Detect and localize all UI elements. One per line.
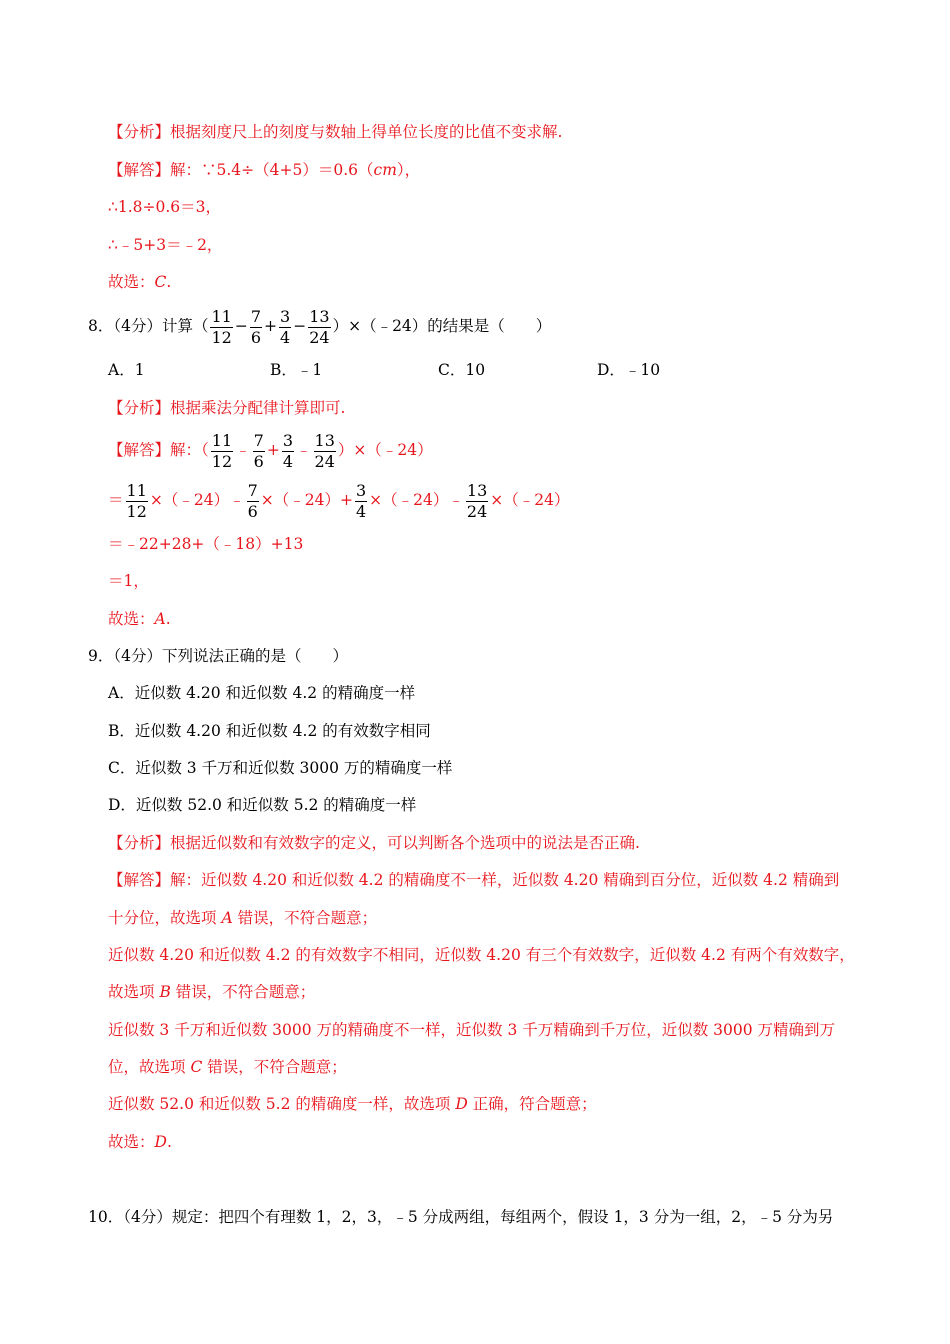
q9-choice (108, 1131, 172, 1153)
denominator: 4 (282, 451, 294, 471)
operator: + (264, 317, 278, 335)
answer-text: 近似数 52.0 和近似数 5.2 的精确度一样，故选项 (108, 1095, 456, 1113)
q7-analysis (108, 121, 562, 143)
q8-option-c: C．10 (438, 361, 486, 379)
answer-text: 错误，不符合题意； (232, 909, 378, 927)
unit-cm: cm (373, 161, 397, 179)
denominator: 24 (309, 327, 330, 347)
question-number: 8．（4分）计算（ (88, 317, 209, 335)
q8-option-d: D．﹣10 (597, 361, 661, 379)
answer-text: 位，故选项 (108, 1058, 191, 1076)
answer-prefix: 解：（ (170, 441, 209, 459)
term-text: ×（﹣24）﹣ (369, 491, 464, 509)
fraction-7-6 (253, 430, 265, 471)
operator: ﹣ (296, 441, 312, 459)
answer-text: 十分位，故选项 (108, 909, 222, 927)
denominator: 24 (314, 451, 335, 471)
numerator: 11 (211, 430, 233, 450)
answer-text: 故选项 (108, 983, 160, 1001)
numerator: 7 (253, 430, 264, 450)
q8-analysis (108, 397, 345, 419)
option-letter: A (221, 909, 233, 927)
fraction-13-24 (314, 430, 336, 471)
q8-stem (88, 304, 551, 348)
answer-text: 解：近似数 4.20 和近似数 4.2 的精确度不一样，近似数 4.20 精确到百分位，近似数 4.2 精确到 (170, 871, 840, 889)
q9-answer-line-7 (108, 1093, 597, 1115)
operator: ﹣ (235, 441, 251, 459)
q9-answer-line-4 (108, 981, 315, 1003)
q9-answer-line-3: 近似数 4.20 和近似数 4.2 的有效数字不相同，近似数 4.20 有三个有效数字，近似数 4.2 有两个有效数字， (108, 946, 855, 964)
q8-answer-line-1 (108, 428, 433, 472)
choice-letter: A (154, 610, 166, 628)
answer-text: 错误，不符合题意； (202, 1058, 347, 1076)
denominator: 12 (211, 327, 232, 347)
numerator: 3 (280, 306, 291, 326)
fraction-11-12 (126, 480, 148, 521)
analysis-text: 根据刻度尺上的刻度与数轴上得单位长度的比值不变求解. (170, 123, 563, 141)
choice-end: . (165, 610, 171, 628)
choice-prefix: 故选： (108, 610, 155, 628)
analysis-text: 根据乘法分配律计算即可. (170, 399, 346, 417)
fraction-3-4 (282, 430, 294, 471)
choice-end: . (166, 1133, 172, 1151)
term-text: ×（﹣24）+ (260, 491, 353, 509)
numerator: 13 (314, 430, 335, 450)
fraction-3-4 (355, 480, 367, 521)
denominator: 12 (126, 501, 147, 521)
operator: − (234, 317, 248, 335)
fraction-11-12 (210, 306, 232, 347)
analysis-text: 根据近似数和有效数字的定义，可以判断各个选项中的说法是否正确. (170, 834, 640, 852)
q9-answer-line-2 (108, 907, 377, 929)
fraction-13-24 (466, 480, 488, 521)
answer-text: 解：∵5.4÷（4+5）＝0.6（ (170, 161, 374, 179)
denominator: 6 (247, 501, 258, 521)
answer-tail: ）×（﹣24） (337, 441, 433, 459)
q7-choice (108, 271, 171, 293)
numerator: 7 (250, 306, 262, 326)
q9-answer-line-5: 近似数 3 千万和近似数 3000 万的精确度不一样，近似数 3 千万精确到千万位，近似数 3000 万精确到万 (108, 1021, 836, 1039)
answer-text: 正确，符合题意； (467, 1095, 597, 1113)
numerator: 13 (309, 306, 330, 326)
stem-tail: ）×（﹣24）的结果是（ ） (332, 317, 552, 335)
analysis-tag: 【分析】 (108, 399, 171, 417)
option-letter: B (159, 983, 171, 1001)
equals: ＝ (108, 491, 124, 509)
q7-answer-line-1 (108, 159, 420, 181)
choice-letter: C (154, 273, 167, 291)
choice-prefix: 故选： (108, 273, 155, 291)
q7-answer-line-2: ∴1.8÷0.6＝3， (108, 198, 222, 216)
option-letter: D (455, 1095, 468, 1113)
numerator: 11 (211, 306, 232, 326)
q9-option-d: D．近似数 52.0 和近似数 5.2 的精确度一样 (108, 796, 417, 814)
denominator: 6 (253, 451, 264, 471)
q9-option-b: B．近似数 4.20 和近似数 4.2 的有效数字相同 (108, 722, 431, 740)
q9-option-a: A．近似数 4.20 和近似数 4.2 的精确度一样 (108, 684, 416, 702)
q9-answer-line-1 (108, 869, 839, 891)
denominator: 24 (466, 501, 488, 521)
answer-tag: 【解答】 (108, 161, 171, 179)
numerator: 3 (355, 480, 367, 500)
term-text: ×（﹣24）﹣ (149, 491, 245, 509)
analysis-tag: 【分析】 (108, 123, 171, 141)
denominator: 4 (280, 327, 291, 347)
numerator: 7 (247, 480, 258, 500)
q7-answer-line-3: ∴﹣5+3＝﹣2， (108, 236, 223, 254)
choice-end: . (166, 273, 172, 291)
q8-option-b: B．﹣1 (270, 361, 323, 379)
option-letter: C (190, 1058, 203, 1076)
q10-stem: 10．（4分）规定：把四个有理数 1，2，3，﹣5 分成两组，每组两个，假设 1，3 分为一组，2，﹣5 分为另 (88, 1208, 834, 1226)
q9-stem: 9．（4分）下列说法正确的是（ ） (88, 647, 348, 665)
term-text: ×（﹣24） (490, 491, 570, 509)
choice-letter: D (154, 1133, 167, 1151)
denominator: 6 (250, 327, 262, 347)
fraction-7-6 (250, 306, 262, 347)
q8-answer-line-3: ＝﹣22+28+（﹣18）+13 (108, 535, 304, 553)
fraction-3-4 (279, 306, 291, 347)
answer-tag: 【解答】 (108, 441, 171, 459)
numerator: 11 (126, 480, 147, 500)
operator: + (266, 441, 280, 459)
numerator: 3 (282, 430, 294, 450)
fraction-11-12 (211, 430, 233, 471)
q9-option-c: C．近似数 3 千万和近似数 3000 万的精确度一样 (108, 759, 453, 777)
q9-answer-line-6 (108, 1056, 347, 1078)
q8-answer-line-2 (108, 478, 569, 522)
analysis-tag: 【分析】 (108, 834, 171, 852)
q8-answer-line-4: ＝1， (108, 572, 149, 590)
choice-prefix: 故选： (108, 1133, 155, 1151)
answer-text: 错误，不符合题意； (170, 983, 316, 1001)
fraction-13-24 (308, 306, 330, 347)
answer-text-end: ）， (396, 161, 421, 179)
answer-tag: 【解答】 (108, 871, 171, 889)
operator: − (293, 317, 307, 335)
q8-option-a: A．1 (108, 361, 145, 379)
q8-choice (108, 608, 171, 630)
denominator: 12 (211, 451, 233, 471)
fraction-7-6 (247, 480, 259, 521)
q9-analysis (108, 832, 640, 854)
numerator: 13 (466, 480, 488, 500)
denominator: 4 (355, 501, 367, 521)
